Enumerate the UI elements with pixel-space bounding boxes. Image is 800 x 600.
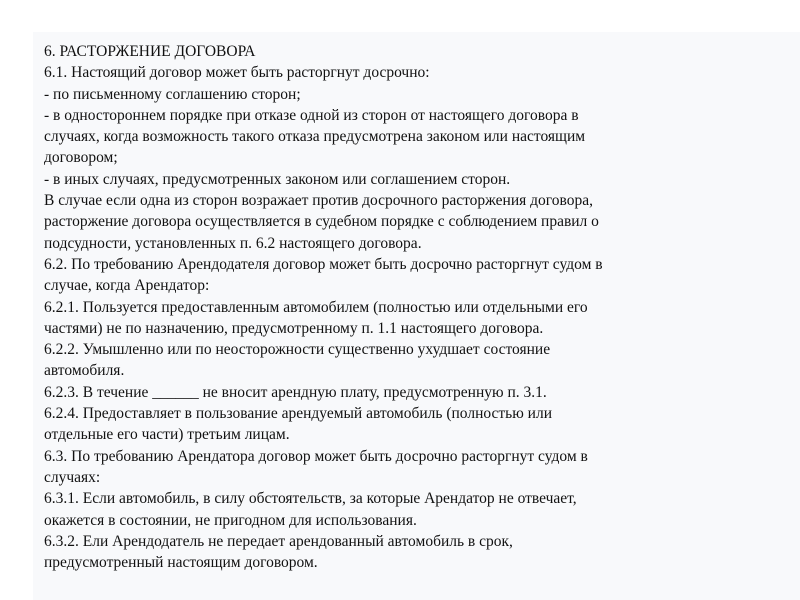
text-line: автомобиля. — [44, 362, 125, 380]
clause-6-3: 6.3. По требованию Арендатора договор может быть досрочно расторгнут судом в — [44, 447, 588, 465]
text-line: предусмотренный настоящим договором. — [44, 554, 318, 572]
clause-6-2: 6.2. По требованию Арендодателя договор может быть досрочно расторгнут судом в — [44, 255, 603, 273]
text-line: случаях: — [44, 468, 101, 486]
section-heading: 6. РАСТОРЖЕНИЕ ДОГОВОРА — [44, 43, 256, 60]
text-line: подсудности, установленных п. 6.2 настоящего договора. — [44, 234, 422, 252]
clause-6-2-3: 6.2.3. В течение ______ не вносит арендную плату, предусмотренную п. 3.1. — [44, 383, 547, 401]
text-line: случае, когда Арендатор: — [44, 277, 210, 295]
clause-6-2-2: 6.2.2. Умышленно или по неосторожности существенно ухудшает состояние — [44, 341, 551, 359]
text-line: окажется в состоянии, не пригодном для использования. — [44, 511, 417, 529]
clause-6-3-2: 6.3.2. Ели Арендодатель не передает арендованный автомобиль в срок, — [44, 532, 513, 550]
text-line: случаях, когда возможность такого отказа предусмотрена законом или настоящим — [44, 128, 586, 146]
document-page — [33, 32, 800, 600]
text-line: частями) не по назначению, предусмотренному п. 1.1 настоящего договора. — [44, 319, 544, 337]
text-line: расторжение договора осуществляется в судебном порядке с соблюдением правил о — [44, 213, 599, 231]
list-item: - в иных случаях, предусмотренных законом или соглашением сторон. — [44, 170, 511, 188]
text-line: В случае если одна из сторон возражает против досрочного расторжения договора, — [44, 192, 593, 210]
clause-6-1: 6.1. Настоящий договор может быть расторгнут досрочно: — [44, 64, 430, 82]
clause-6-2-4: 6.2.4. Предоставляет в пользование арендуемый автомобиль (полностью или — [44, 405, 553, 423]
contract-section-text — [44, 41, 744, 573]
list-item: - в одностороннем порядке при отказе одной из сторон от настоящего договора в — [44, 106, 579, 124]
clause-6-3-1: 6.3.1. Если автомобиль, в силу обстоятельств, за которые Арендатор не отвечает, — [44, 490, 577, 508]
list-item: - по письменному соглашению сторон; — [44, 85, 301, 103]
text-line: договором; — [44, 149, 118, 167]
text-line: отдельные его части) третьим лицам. — [44, 426, 290, 444]
clause-6-2-1: 6.2.1. Пользуется предоставленным автомобилем (полностью или отдельными его — [44, 298, 588, 316]
